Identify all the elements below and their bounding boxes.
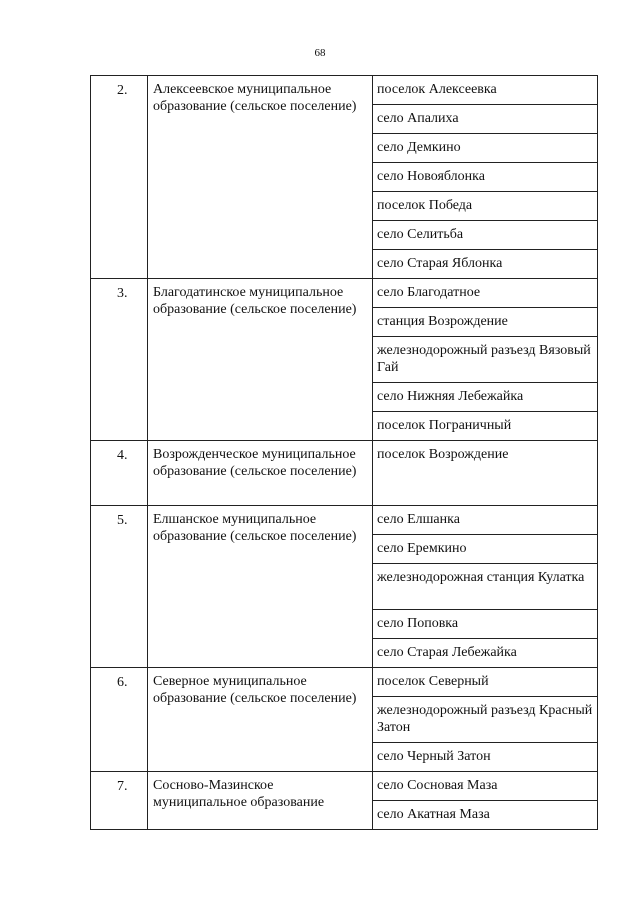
settlement-item: село Старая Лебежайка (377, 645, 517, 660)
table-body (91, 76, 598, 830)
table-row (91, 668, 598, 772)
page-number: 68 (314, 47, 326, 59)
settlement-item: село Елшанка (373, 506, 597, 535)
municipality-cell (148, 279, 373, 441)
settlement-item: поселок Северный (373, 668, 597, 697)
municipality-name: Алексеевское муниципальное образование (сельское поселение) (153, 82, 357, 114)
municipality-cell (148, 506, 373, 668)
row-number-cell (91, 772, 148, 830)
row-number: 6. (117, 675, 128, 690)
row-number: 7. (117, 779, 128, 794)
municipality-cell (148, 441, 373, 506)
table-row (91, 506, 598, 668)
settlement-item: железнодорожная станция Кулатка (373, 564, 597, 610)
municipality-cell (148, 668, 373, 772)
settlement-list (373, 441, 597, 505)
row-number-cell (91, 279, 148, 441)
table-row (91, 441, 598, 506)
settlement-item: железнодорожный разъезд Вязовый Гай (373, 337, 597, 383)
settlements-cell (373, 441, 598, 506)
settlement-item: село Демкино (373, 134, 597, 163)
settlement-item: село Апалиха (373, 105, 597, 134)
settlement-item: село Акатная Маза (377, 807, 490, 822)
settlement-item: село Еремкино (373, 535, 597, 564)
settlement-list (373, 668, 597, 771)
municipality-cell (148, 772, 373, 830)
settlement-list (373, 279, 597, 440)
settlement-item: село Благодатное (373, 279, 597, 308)
settlements-cell (373, 506, 598, 668)
municipality-cell (148, 76, 373, 279)
table-row (91, 772, 598, 830)
settlement-item: поселок Пограничный (377, 418, 512, 433)
municipality-name: Возрожденческое муниципальное образование (сельское поселение) (153, 447, 357, 479)
row-number-cell (91, 668, 148, 772)
settlement-item: село Нижняя Лебежайка (373, 383, 597, 412)
settlement-item: село Селитьба (373, 221, 597, 250)
row-number: 3. (117, 286, 128, 301)
row-number-cell (91, 506, 148, 668)
settlements-cell (373, 668, 598, 772)
settlement-item: село Сосновая Маза (373, 772, 597, 801)
settlement-item: село Черный Затон (377, 749, 491, 764)
settlements-cell (373, 76, 598, 279)
settlement-item: село Новояблонка (373, 163, 597, 192)
municipality-name: Елшанское муниципальное образование (сельское поселение) (153, 512, 357, 544)
table-row (91, 76, 598, 279)
settlement-item: станция Возрождение (373, 308, 597, 337)
municipality-name: Сосново-Мазинское муниципальное образование (153, 778, 325, 810)
municipality-name: Благодатинское муниципальное образование (сельское поселение) (153, 285, 357, 317)
settlement-item: село Старая Яблонка (377, 256, 503, 271)
row-number-cell (91, 441, 148, 506)
settlement-list (373, 76, 597, 278)
settlement-list (373, 506, 597, 667)
settlements-cell (373, 279, 598, 441)
table-row (91, 279, 598, 441)
row-number: 5. (117, 513, 128, 528)
row-number: 4. (117, 448, 128, 463)
municipality-name: Северное муниципальное образование (сельское поселение) (153, 674, 357, 706)
settlement-item: село Поповка (373, 610, 597, 639)
settlement-item: железнодорожный разъезд Красный Затон (373, 697, 597, 743)
settlements-table (90, 75, 598, 830)
settlement-item: поселок Возрождение (377, 447, 509, 462)
row-number-cell (91, 76, 148, 279)
settlements-cell (373, 772, 598, 830)
settlement-item: поселок Алексеевка (373, 76, 597, 105)
settlement-list (373, 772, 597, 829)
settlement-item: поселок Победа (373, 192, 597, 221)
row-number: 2. (117, 83, 128, 98)
